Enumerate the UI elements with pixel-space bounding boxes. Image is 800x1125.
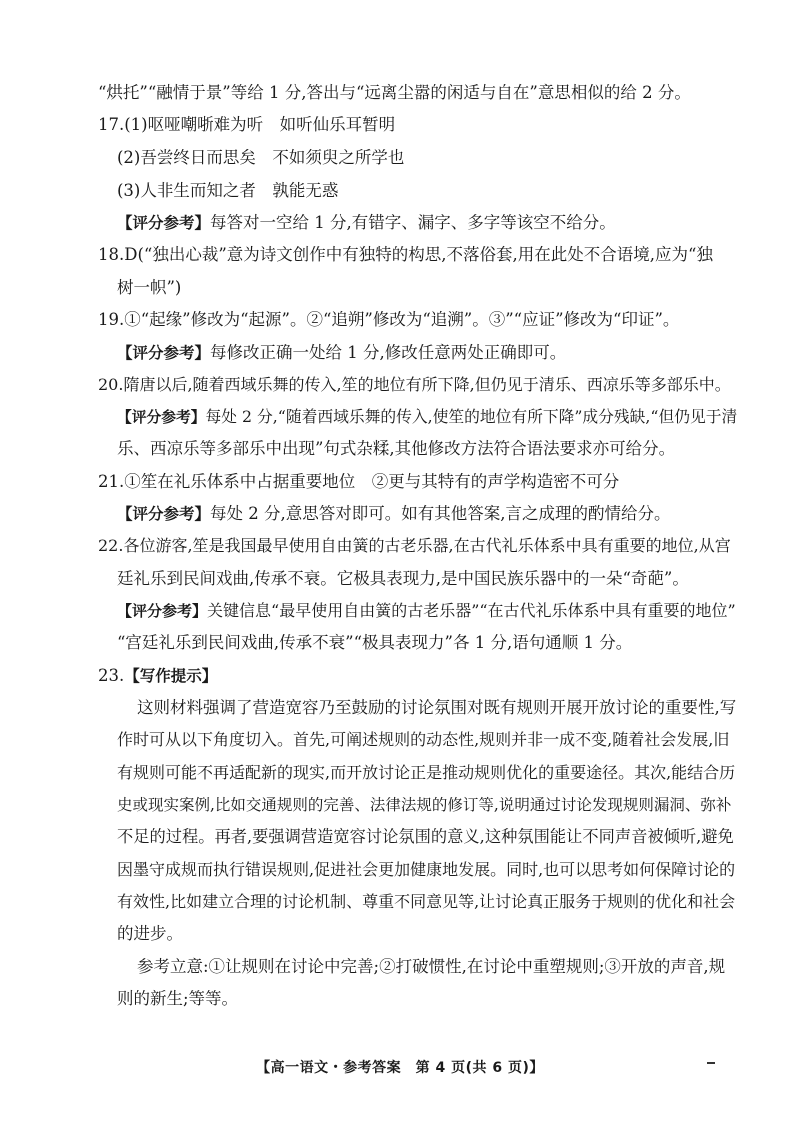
scoring-reference-tag: 【评分参考】	[117, 602, 208, 620]
q17-answer-3: (3)人非生而知之者 孰能无惑	[117, 181, 339, 200]
q23-paragraph-line: 有规则可能不再适配新的现实,而开放讨论正是推动规则优化的重要途径。其次,能结合历	[117, 763, 736, 782]
q17-answer-1: 17.(1)呕哑嘲哳难为听 如听仙乐耳暂明	[98, 115, 396, 134]
q23-reference-themes-cont: 则的新生;等等。	[117, 989, 239, 1008]
q23-paragraph-line: 这则材料强调了营造宽容乃至鼓励的讨论氛围对既有规则开展开放讨论的重要性,写	[137, 698, 737, 717]
q20-scoring: 【评分参考】每处 2 分,“随着西域乐舞的传入,使笙的地位有所下降”成分残缺,“但仍见于清	[117, 407, 737, 426]
q21-scoring: 【评分参考】每处 2 分,意思答对即可。如有其他答案,言之成理的酌情给分。	[117, 504, 671, 523]
q23-heading: 23.【写作提示】	[98, 666, 218, 685]
q22-scoring: 【评分参考】关键信息“最早使用自由簧的古老乐器”“在古代礼乐体系中具有重要的地位”	[117, 601, 736, 620]
q23-paragraph-line: 作时可从以下角度切入。首先,可阐述规则的动态性,规则并非一成不变,随着社会发展,旧	[117, 730, 730, 749]
q22-scoring-cont: “宫廷礼乐到民间戏曲,传承不衰”“极具表现力”各 1 分,语句通顺 1 分。	[117, 633, 633, 652]
q23-paragraph-line: 因墨守成规而执行错误规则,促进社会更加健康地发展。同时,也可以思考如何保障讨论的	[117, 860, 736, 879]
footer-dash-mark	[707, 1062, 715, 1064]
q17-answer-2: (2)吾尝终日而思矣 不如须臾之所学也	[117, 148, 405, 167]
page-footer: 【高一语文・参考答案 第 4 页(共 6 页)】	[256, 1060, 544, 1076]
q22-answer: 22.各位游客,笙是我国最早使用自由簧的古老乐器,在古代礼乐体系中具有重要的地位,从宫	[98, 536, 731, 555]
q23-paragraph-line: 有效性,比如建立合理的讨论机制、尊重不同意见等,让讨论真正服务于规则的优化和社会	[117, 892, 736, 911]
q17-scoring: 【评分参考】每答对一空给 1 分,有错字、漏字、多字等该空不给分。	[117, 213, 616, 232]
q18-answer: 18.D(“独出心裁”意为诗文创作中有独特的构思,不落俗套,用在此处不合语境,应为“独	[98, 245, 713, 264]
writing-tips-tag: 【写作提示】	[124, 667, 218, 685]
q20-answer: 20.隋唐以后,随着西域乐舞的传入,笙的地位有所下降,但仍见于清乐、西凉乐等多部乐中。	[98, 375, 731, 394]
q18-answer-cont: 树一帜”)	[117, 278, 182, 297]
q16-scoring-continuation: “烘托”“融情于景”等给 1 分,答出与“远离尘嚣的闲适与自在”意思相似的给 2 分。	[98, 83, 691, 102]
q21-answer: 21.①笙在礼乐体系中占据重要地位 ②更与其特有的声学构造密不可分	[98, 472, 620, 491]
q19-scoring: 【评分参考】每修改正确一处给 1 分,修改任意两处正确即可。	[117, 343, 567, 362]
q23-reference-themes: 参考立意:①让规则在讨论中完善;②打破惯性,在讨论中重塑规则;③开放的声音,规	[137, 957, 726, 976]
q23-paragraph-line: 不足的过程。再者,要强调营造宽容讨论氛围的意义,这种氛围能让不同声音被倾听,避免	[117, 827, 734, 846]
scoring-reference-tag: 【评分参考】	[117, 409, 206, 426]
scoring-reference-tag: 【评分参考】	[117, 344, 211, 362]
scoring-reference-tag: 【评分参考】	[117, 214, 211, 232]
scoring-reference-tag: 【评分参考】	[117, 505, 211, 523]
q22-answer-cont: 廷礼乐到民间戏曲,传承不衰。它极具表现力,是中国民族乐器中的一朵“奇葩”。	[117, 569, 689, 588]
q23-paragraph-line: 史或现实案例,比如交通规则的完善、法律法规的修订等,说明通过讨论发现规则漏洞、弥补	[117, 796, 732, 814]
q20-scoring-cont: 乐、西凉乐等多部乐中出现”句式杂糅,其他修改方法符合语法要求亦可给分。	[117, 439, 676, 458]
q19-answer: 19.①“起缘”修改为“起源”。②“追朔”修改为“追溯”。③”“应证”修改为“印证”。	[98, 310, 680, 329]
q23-paragraph-line: 的进步。	[117, 924, 183, 943]
